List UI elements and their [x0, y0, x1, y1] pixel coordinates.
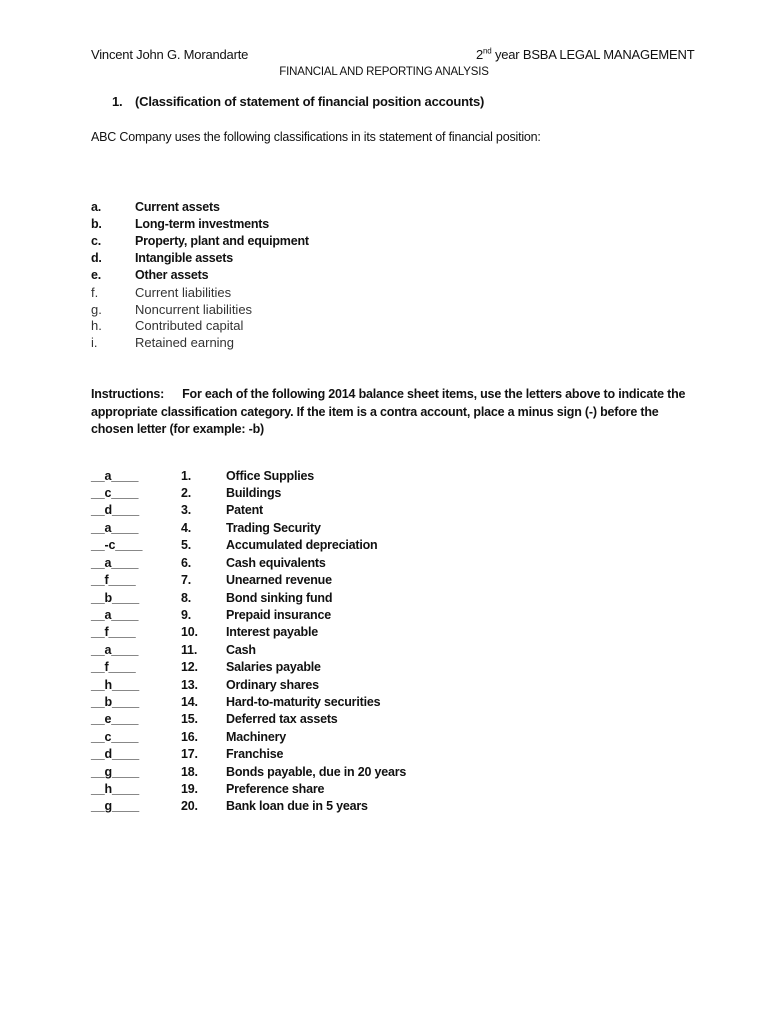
item-number: 5.	[181, 538, 192, 552]
course-year	[476, 47, 694, 62]
item-name: Bank loan due in 5 years	[226, 799, 368, 813]
answer-blank: __f____	[91, 625, 136, 639]
instructions-lead: Instructions:	[91, 387, 165, 401]
item-number: 7.	[181, 573, 192, 587]
classification-letter: f.	[91, 285, 99, 300]
classification-letter: e.	[91, 268, 102, 282]
item-number: 14.	[181, 695, 198, 709]
item-name: Preference share	[226, 782, 325, 796]
answer-blank: __b____	[91, 591, 139, 605]
item-number: 11.	[181, 643, 198, 657]
classification-letter: g.	[91, 302, 102, 317]
answer-blank: __e____	[91, 712, 139, 726]
item-number: 1.	[181, 469, 192, 483]
instructions-paragraph	[91, 386, 701, 439]
answer-blank: __g____	[91, 799, 139, 813]
item-name: Office Supplies	[226, 469, 314, 483]
classification-label: Other assets	[135, 268, 209, 282]
question-number: 1.	[112, 94, 123, 109]
item-number: 4.	[181, 521, 192, 535]
item-name: Interest payable	[226, 625, 318, 639]
item-number: 20.	[181, 799, 198, 813]
item-number: 2.	[181, 486, 192, 500]
item-number: 13.	[181, 678, 198, 692]
item-name: Unearned revenue	[226, 573, 332, 587]
item-name: Ordinary shares	[226, 678, 319, 692]
item-number: 12.	[181, 660, 198, 674]
document-title: FINANCIAL AND REPORTING ANALYSIS	[279, 66, 489, 78]
answer-blank: __d____	[91, 747, 139, 761]
item-number: 3.	[181, 503, 192, 517]
classification-label: Long-term investments	[135, 217, 270, 231]
item-name: Hard-to-maturity securities	[226, 695, 381, 709]
classification-letter: b.	[91, 217, 102, 231]
course-name: year BSBA LEGAL MANAGEMENT	[491, 47, 695, 62]
item-name: Patent	[226, 503, 264, 517]
answer-blank: __a____	[91, 556, 139, 570]
item-name: Machinery	[226, 730, 287, 744]
classification-label: Contributed capital	[135, 318, 244, 333]
answer-blank: __c____	[91, 730, 139, 744]
item-number: 8.	[181, 591, 192, 605]
item-name: Cash	[226, 643, 256, 657]
classification-letter: i.	[91, 335, 98, 350]
item-number: 9.	[181, 608, 192, 622]
answer-blank: __f____	[91, 573, 136, 587]
answer-blank: __f____	[91, 660, 136, 674]
author-name: Vincent John G. Morandarte	[91, 47, 249, 62]
year-ordinal: nd	[483, 46, 492, 56]
answer-blank: __h____	[91, 678, 139, 692]
classification-letter: a.	[91, 200, 102, 214]
item-name: Deferred tax assets	[226, 712, 338, 726]
classification-label: Retained earning	[135, 335, 235, 350]
answer-blank: __d____	[91, 503, 139, 517]
classification-label: Intangible assets	[135, 251, 234, 265]
answer-blank: __h____	[91, 782, 139, 796]
instructions-text: For each of the following 2014 balance sheet items, use the letters above to indicate the appropriate classification category. If the item is a contra account, place a minus sign (-) before the chosen letter (for example: -b)	[91, 387, 686, 436]
answer-blank: __b____	[91, 695, 139, 709]
classification-label: Noncurrent liabilities	[135, 302, 253, 317]
answer-blank: __c____	[91, 486, 139, 500]
year-number: 2	[476, 47, 484, 62]
item-name: Trading Security	[226, 521, 321, 535]
item-number: 16.	[181, 730, 198, 744]
intro-text: ABC Company uses the following classifications in its statement of financial position:	[91, 130, 541, 144]
item-number: 15.	[181, 712, 198, 726]
item-name: Franchise	[226, 747, 284, 761]
item-name: Cash equivalents	[226, 556, 326, 570]
item-name: Buildings	[226, 486, 282, 500]
answer-blank: __a____	[91, 608, 139, 622]
item-name: Bond sinking fund	[226, 591, 333, 605]
classification-letter: h.	[91, 318, 102, 333]
item-number: 17.	[181, 747, 198, 761]
answer-blank: __-c____	[91, 538, 143, 552]
classification-label: Property, plant and equipment	[135, 234, 309, 248]
question-title: (Classification of statement of financial position accounts)	[135, 94, 485, 109]
answer-blank: __g____	[91, 765, 139, 779]
answer-blank: __a____	[91, 521, 139, 535]
classification-letter: c.	[91, 234, 102, 248]
answer-blank: __a____	[91, 469, 139, 483]
item-name: Prepaid insurance	[226, 608, 331, 622]
item-number: 10.	[181, 625, 198, 639]
classification-letter: d.	[91, 251, 102, 265]
answer-blank: __a____	[91, 643, 139, 657]
classification-label: Current liabilities	[135, 285, 232, 300]
item-number: 19.	[181, 782, 198, 796]
item-name: Accumulated depreciation	[226, 538, 378, 552]
item-number: 18.	[181, 765, 198, 779]
item-name: Salaries payable	[226, 660, 321, 674]
classification-label: Current assets	[135, 200, 220, 214]
item-name: Bonds payable, due in 20 years	[226, 765, 407, 779]
item-number: 6.	[181, 556, 192, 570]
